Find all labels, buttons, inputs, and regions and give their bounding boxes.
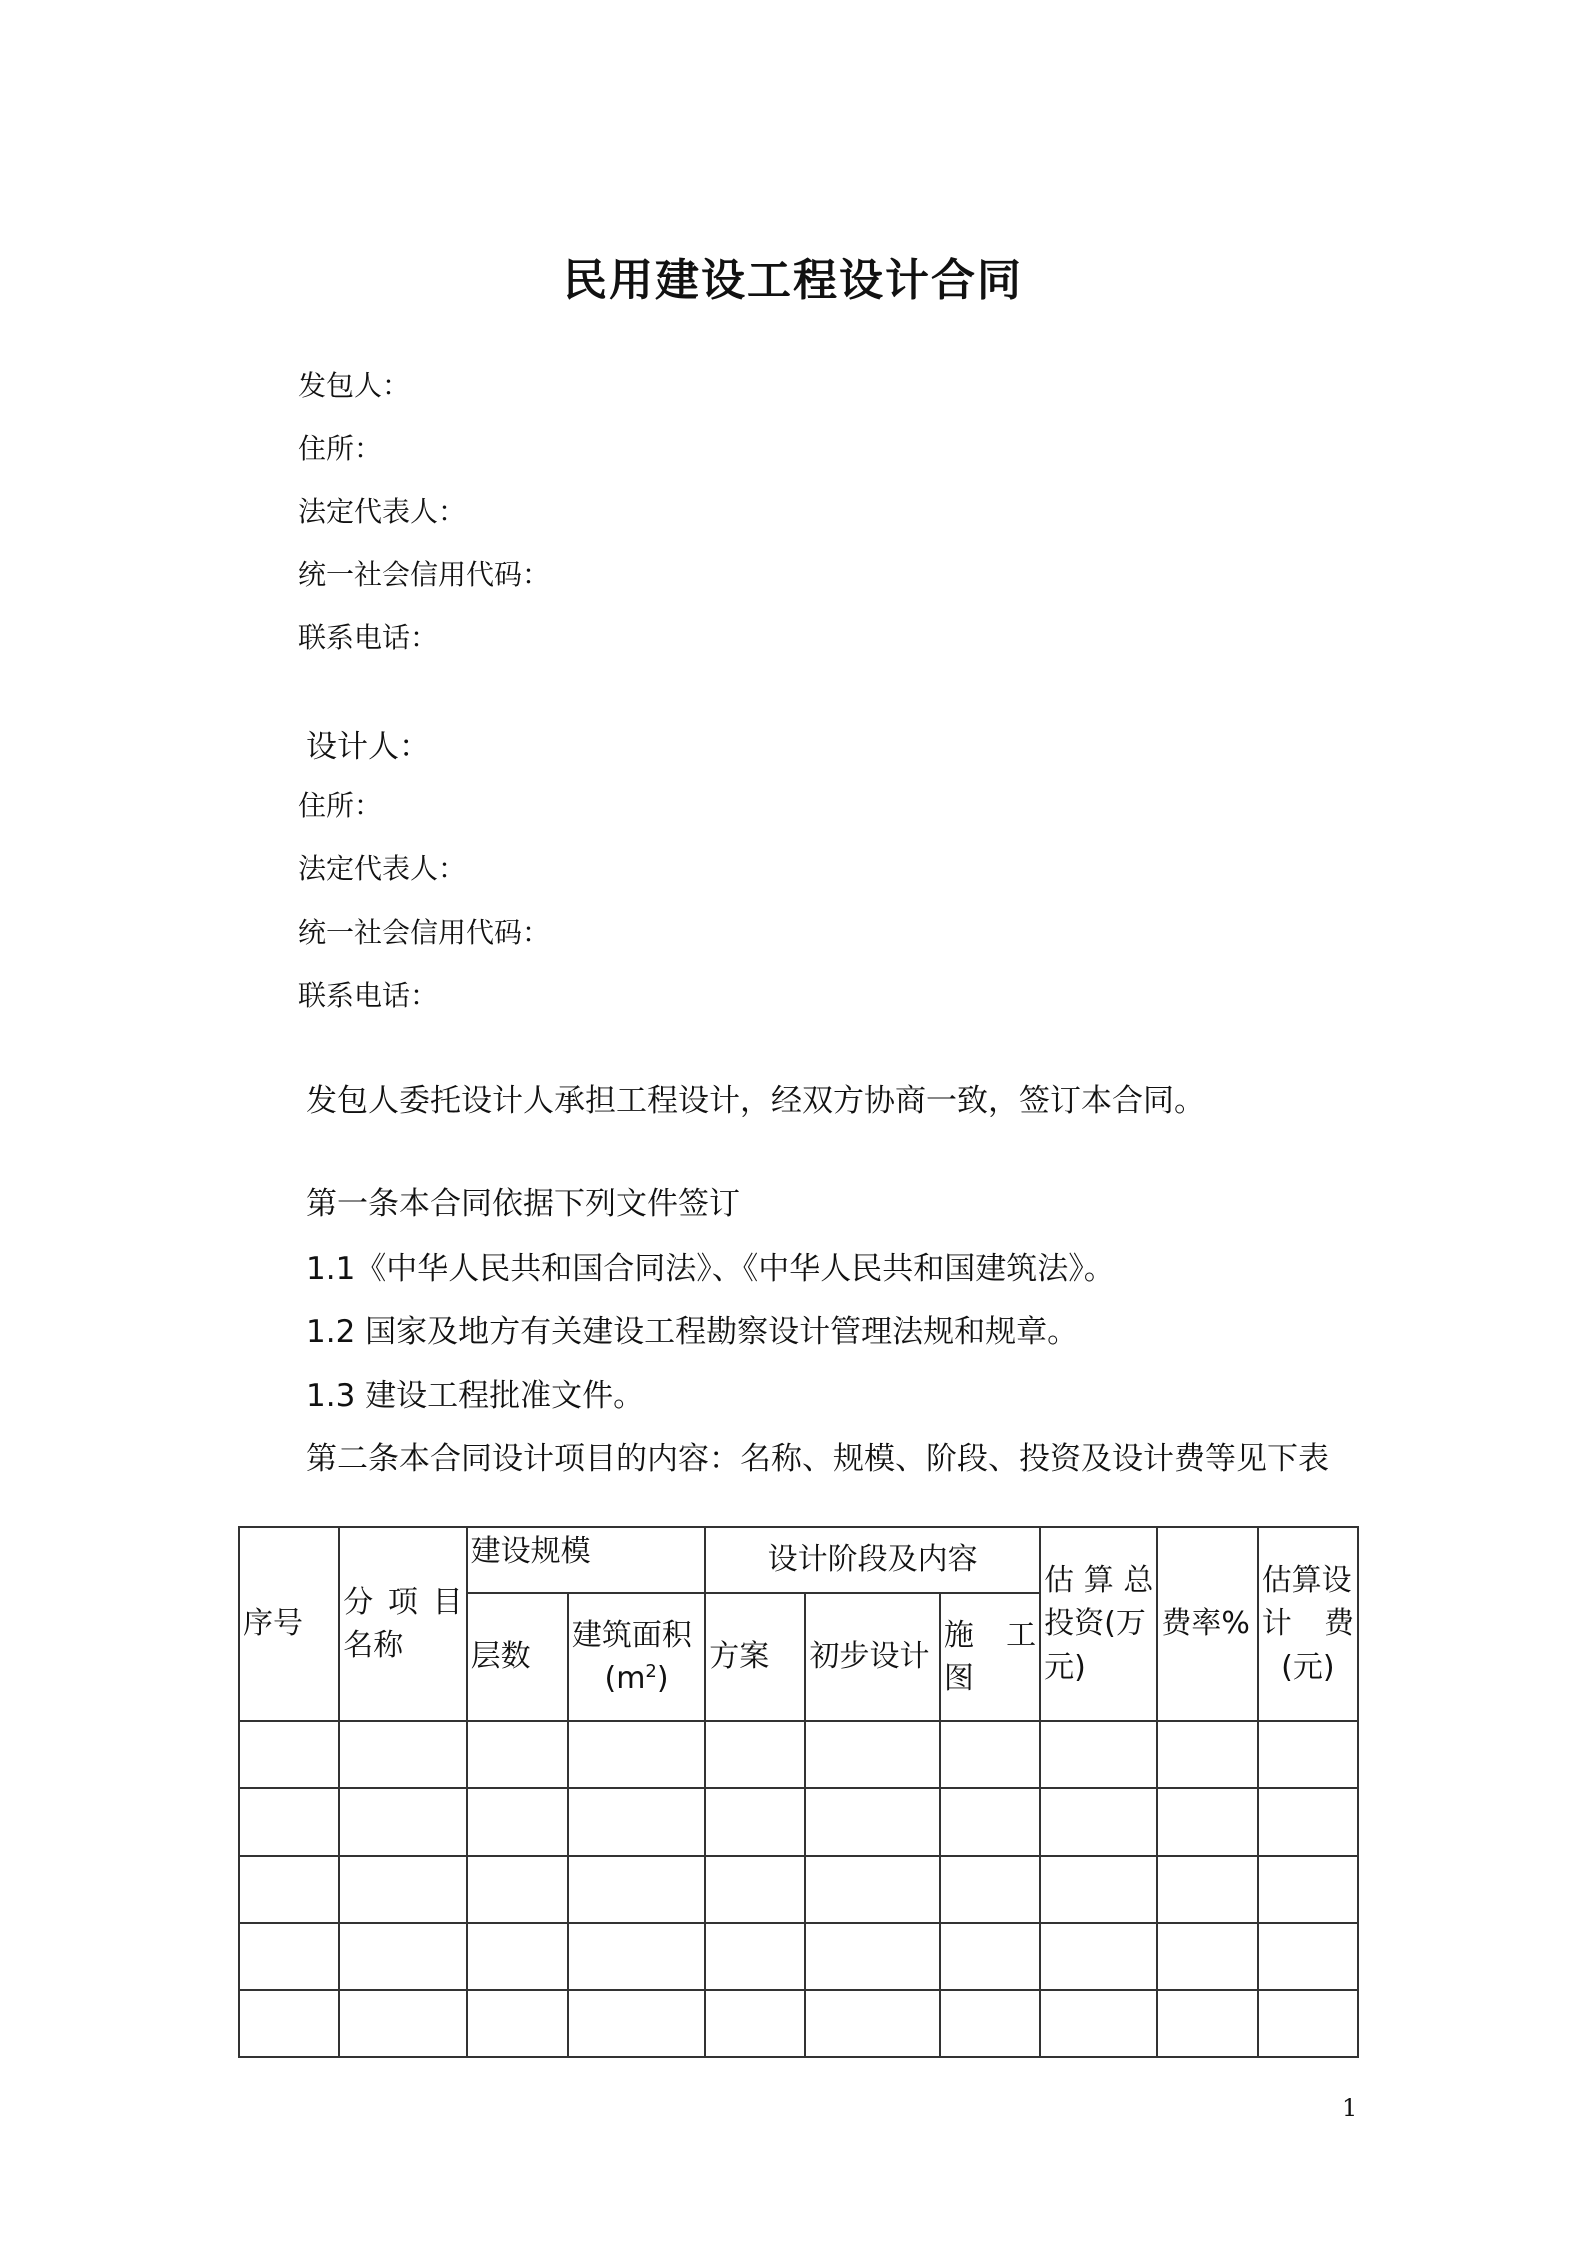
header-rate: 费率% [1157,1527,1257,1721]
employer-address: 住所： [298,432,383,465]
header-fee: 估算设 计 费 (元) [1258,1527,1358,1721]
designer-address: 住所： [298,789,383,822]
document-title: 民用建设工程设计合同 [563,255,1023,306]
header-floors: 层数 [467,1593,568,1721]
page-number: 1 [1342,2094,1358,2122]
header-scheme: 方案 [705,1593,805,1721]
designer-legal-rep: 法定代表人： [298,852,467,885]
table-row [239,1856,1358,1923]
table-row [239,1923,1358,1990]
article1-item-1: 1.1《中华人民共和国合同法》、《中华人民共和国建筑法》。 [306,1251,1115,1287]
designer-label: 设计人： [306,729,430,765]
header-subitem: 分 项 目 名称 [339,1527,466,1721]
article2-heading: 第二条本合同设计项目的内容：名称、规模、阶段、投资及设计费等见下表 [306,1441,1329,1477]
employer-phone: 联系电话： [298,621,439,654]
designer-credit-code: 统一社会信用代码： [298,916,551,949]
table-row [239,1788,1358,1855]
header-seq: 序号 [239,1527,339,1721]
table-row [239,1990,1358,2057]
header-preliminary: 初步设计 [805,1593,939,1721]
employer-legal-rep: 法定代表人： [298,495,467,528]
designer-phone: 联系电话： [298,979,439,1012]
article1-item-3: 1.3 建设工程批准文件。 [306,1378,645,1414]
project-table [238,1526,1359,2058]
header-construction: 施 工 图 [940,1593,1040,1721]
header-area: 建筑面积 $(m^2)$ [568,1593,705,1721]
header-investment: 估 算 总 投资(万 元) [1040,1527,1157,1721]
employer-credit-code: 统一社会信用代码： [298,558,551,591]
employer-label: 发包人： [298,369,411,402]
intro-paragraph: 发包人委托设计人承担工程设计，经双方协商一致，签订本合同。 [306,1083,1205,1119]
article1-item-2: 1.2 国家及地方有关建设工程勘察设计管理法规和规章。 [306,1314,1079,1350]
table-row [239,1721,1358,1788]
header-stage: 设计阶段及内容 [705,1527,1040,1593]
header-scale: 建设规模 [467,1527,706,1593]
article1-heading: 第一条本合同依据下列文件签订 [306,1186,740,1222]
